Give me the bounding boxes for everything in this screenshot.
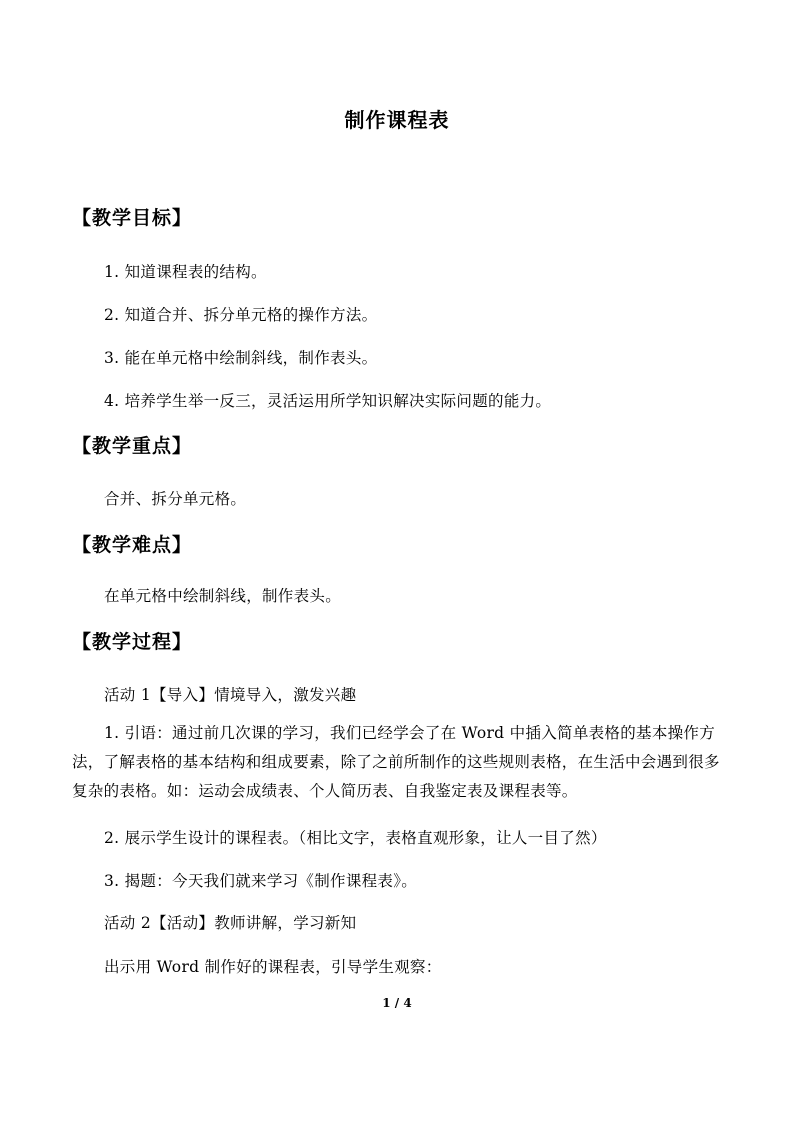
process-paragraph-1 <box>72 719 724 806</box>
page-number: 1 / 4 <box>382 996 412 1010</box>
process-paragraph-1-text: 1. 引语：通过前几次课的学习，我们已经学会了在 Word 中插入简单表格的基本操作方法，了解表格的基本结构和组成要素，除了之前所制作的这些规则表格，在生活中会遇到很多复杂的表格。如：运动会成绩表、个人简历表、自我鉴定表及课程表等。 <box>72 724 720 800</box>
activity-1-label: 活动 1【导入】情境导入，激发兴趣 <box>104 686 357 704</box>
objective-item-1: 1. 知道课程表的结构。 <box>104 263 267 281</box>
objective-item-2: 2. 知道合并、拆分单元格的操作方法。 <box>104 306 378 324</box>
process-paragraph-2: 2. 展示学生设计的课程表。（相比文字，表格直观形象，让人一目了然） <box>104 829 607 847</box>
heading-key-points: 【教学重点】 <box>72 435 193 457</box>
difficulties-text: 在单元格中绘制斜线，制作表头。 <box>104 587 342 605</box>
objective-item-3: 3. 能在单元格中绘制斜线，制作表头。 <box>104 349 378 367</box>
activity-2-label: 活动 2【活动】教师讲解，学习新知 <box>104 914 357 932</box>
process-paragraph-4: 出示用 Word 制作好的课程表，引导学生观察： <box>104 958 442 976</box>
key-points-text: 合并、拆分单元格。 <box>104 490 247 508</box>
heading-objectives: 【教学目标】 <box>72 207 193 229</box>
objective-item-4: 4. 培养学生举一反三，灵活运用所学知识解决实际问题的能力。 <box>104 392 552 410</box>
heading-difficulties: 【教学难点】 <box>72 534 193 556</box>
document-title: 制作课程表 <box>344 108 450 132</box>
heading-process: 【教学过程】 <box>72 631 193 653</box>
process-paragraph-3: 3. 揭题：今天我们就来学习《制作课程表》。 <box>104 872 418 890</box>
